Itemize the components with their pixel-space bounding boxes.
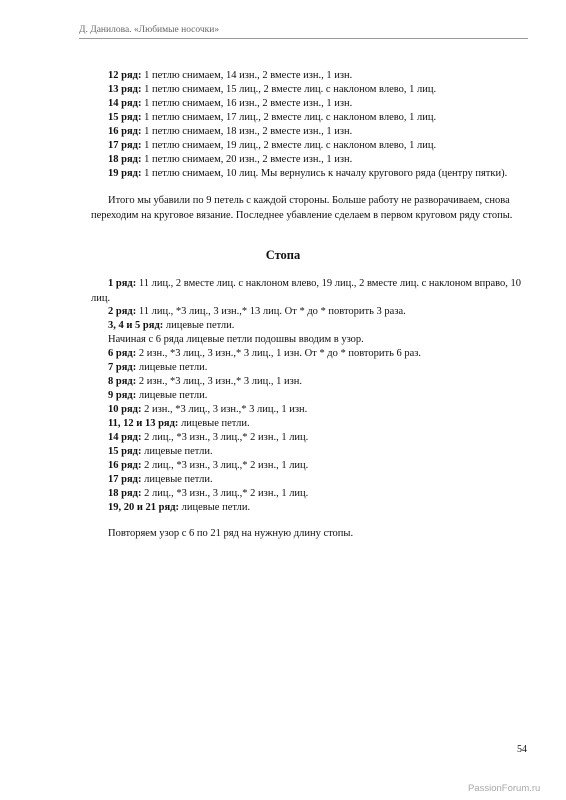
row-label: 15 ряд: (108, 446, 142, 457)
row-text: лицевые петли. (136, 390, 208, 401)
foot-row (108, 361, 207, 374)
row-label: 9 ряд: (108, 390, 137, 401)
row-label: 10 ряд: (108, 404, 142, 415)
heel-row (108, 167, 507, 180)
row-label: 7 ряд: (108, 362, 137, 373)
row-label: 3, 4 и 5 ряд: (108, 320, 164, 331)
row-text: 1 петлю снимаем, 10 лиц. Мы вернулись к началу кругового ряда (центру пятки). (141, 168, 508, 179)
row-label: 18 ряд: (108, 488, 142, 499)
row-text: лицевые петли. (141, 446, 213, 457)
row-text: 2 лиц., *3 изн., 3 лиц.,* 2 изн., 1 лиц. (141, 488, 309, 499)
row-text: лицевые петли. (136, 362, 208, 373)
heel-row (108, 125, 352, 138)
row-label: 6 ряд: (108, 348, 137, 359)
row-label: 12 ряд: (108, 70, 142, 81)
row-label: 16 ряд: (108, 126, 142, 137)
heel-row (108, 69, 352, 82)
row-label: 16 ряд: (108, 460, 142, 471)
heel-row (108, 139, 436, 152)
foot-row (108, 417, 250, 430)
row-text: 2 изн., *3 лиц., 3 изн.,* 3 лиц., 1 изн. От * до * повторить 6 раз. (136, 348, 422, 359)
row-text: Начиная с 6 ряда лицевые петли подошвы вводим в узор. (108, 334, 364, 345)
row-text: 1 петлю снимаем, 16 изн., 2 вместе изн., 1 изн. (141, 98, 353, 109)
running-header: Д. Данилова. «Любимые носочки» (79, 25, 220, 35)
row-label: 13 ряд: (108, 84, 142, 95)
page-number: 54 (517, 744, 527, 755)
row-label: 14 ряд: (108, 98, 142, 109)
row-text: 2 изн., *3 лиц., 3 изн.,* 3 лиц., 1 изн. (141, 404, 308, 415)
foot-row (108, 305, 406, 318)
row-text: лицевые петли. (141, 474, 213, 485)
foot-row (108, 347, 421, 360)
row-text: 1 петлю снимаем, 19 лиц., 2 вместе лиц. с наклоном влево, 1 лиц. (141, 140, 437, 151)
foot-note (108, 333, 364, 346)
foot-row (108, 319, 234, 332)
row-text: 2 лиц., *3 изн., 3 лиц.,* 2 изн., 1 лиц. (141, 432, 309, 443)
row-label: 2 ряд: (108, 306, 137, 317)
foot-row (108, 459, 308, 472)
heel-row (108, 111, 436, 124)
heel-row (108, 83, 436, 96)
heel-row (108, 153, 352, 166)
row-text: 2 лиц., *3 изн., 3 лиц.,* 2 изн., 1 лиц. (141, 460, 309, 471)
row-label: 19 ряд: (108, 168, 142, 179)
section-title: Стопа (265, 248, 301, 262)
foot-row (108, 375, 302, 388)
summary-paragraph: Итого мы убавили по 9 петель с каждой стороны. Больше работу не разворачиваем, снова переходим на круговое вязание. Последнее убавление сделаем в первом круговом ряду стопы. (91, 195, 513, 221)
row-label: 17 ряд: (108, 140, 142, 151)
row-text: 1 петлю снимаем, 14 изн., 2 вместе изн., 1 изн. (141, 70, 353, 81)
row-label: 19, 20 и 21 ряд: (108, 502, 180, 513)
header-divider (79, 38, 528, 39)
row-text: 1 петлю снимаем, 15 лиц., 2 вместе лиц. с наклоном влево, 1 лиц. (141, 84, 437, 95)
row-text: 1 петлю снимаем, 17 лиц., 2 вместе лиц. с наклоном влево, 1 лиц. (141, 112, 437, 123)
row-text: 11 лиц., 2 вместе лиц. с наклоном влево, 19 лиц., 2 вместе лиц. с наклоном вправо, 10 лиц. (91, 278, 522, 304)
row-label: 15 ряд: (108, 112, 142, 123)
row-text: лицевые петли. (178, 418, 250, 429)
watermark-text: PassionForum.ru (468, 783, 541, 794)
foot-row (108, 431, 308, 444)
row-text: 1 петлю снимаем, 18 изн., 2 вместе изн., 1 изн. (141, 126, 353, 137)
row-label: 8 ряд: (108, 376, 137, 387)
foot-row (108, 389, 207, 402)
row-text: 2 изн., *3 лиц., 3 изн.,* 3 лиц., 1 изн. (136, 376, 302, 387)
row-label: 1 ряд: (108, 278, 137, 289)
row-label: 18 ряд: (108, 154, 142, 165)
foot-row-1 (91, 276, 527, 306)
row-label: 17 ряд: (108, 474, 142, 485)
heel-row (108, 97, 352, 110)
foot-row (108, 501, 250, 514)
repeat-note: Повторяем узор с 6 по 21 ряд на нужную длину стопы. (108, 528, 354, 539)
foot-row (108, 473, 213, 486)
row-label: 14 ряд: (108, 432, 142, 443)
row-text: лицевые петли. (179, 502, 251, 513)
row-text: 1 петлю снимаем, 20 изн., 2 вместе изн., 1 изн. (141, 154, 353, 165)
foot-row (108, 445, 213, 458)
row-text: лицевые петли. (163, 320, 235, 331)
foot-row (108, 487, 308, 500)
foot-row (108, 403, 307, 416)
row-label: 11, 12 и 13 ряд: (108, 418, 179, 429)
row-text: 11 лиц., *3 лиц., 3 изн.,* 13 лиц. От * до * повторить 3 раза. (136, 306, 406, 317)
